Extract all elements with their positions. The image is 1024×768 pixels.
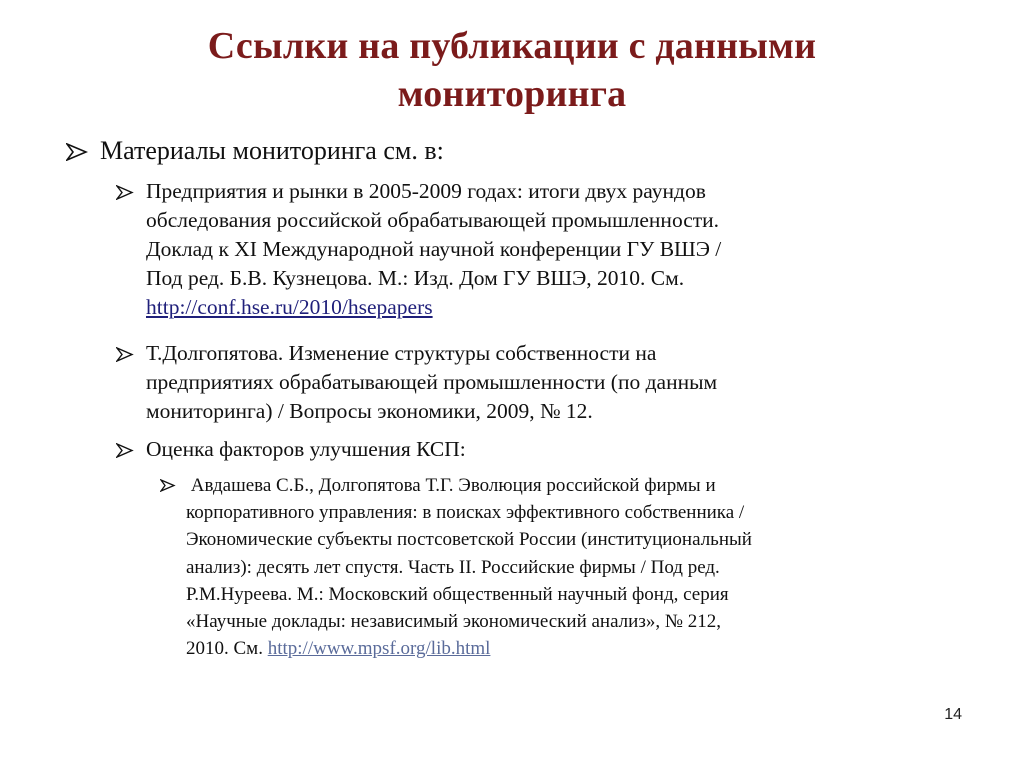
- item2-text: [146, 339, 717, 426]
- arrow-right-icon: [116, 347, 134, 362]
- item2-line: мониторинга) / Вопросы экономики, 2009, № 12.: [146, 399, 593, 423]
- item3-sub-line: Авдашева С.Б., Долгопятова Т.Г. Эволюция российской фирмы и: [186, 475, 716, 496]
- mpsf-lib-link[interactable]: http://www.mpsf.org/lib.html: [267, 638, 491, 660]
- item1-text: [146, 177, 721, 322]
- list-item-2: [116, 339, 996, 431]
- item2-line: Т.Долгопятова. Изменение структуры собственности на: [146, 341, 657, 365]
- arrow-right-icon: [160, 479, 176, 492]
- item3-sub-line: Р.М.Нуреева. М.: Московский общественный научный фонд, серия: [186, 583, 729, 605]
- arrow-right-icon: [66, 143, 88, 161]
- item3-sub-text: [186, 472, 752, 662]
- item3-sub-last-line: [186, 635, 752, 662]
- item1-line: Предприятия и рынки в 2005-2009 годах: итоги двух раундов: [146, 179, 706, 203]
- heading-text: Материалы мониторинга см. в:: [100, 136, 444, 165]
- slide-title-line2: мониторинга: [397, 73, 627, 115]
- list-item-1: [116, 177, 996, 327]
- item3-sub-last-prefix: 2010. См.: [186, 638, 268, 660]
- item3-sub-line: корпоративного управления: в поисках эффективного собственника /: [186, 502, 745, 524]
- item1-line: Доклад к XI Международной научной конференции ГУ ВШЭ /: [146, 237, 722, 261]
- page-number: 14: [944, 706, 962, 723]
- arrow-right-icon: [116, 185, 134, 200]
- slide-title-line1: Ссылки на публикации с данными: [207, 25, 817, 67]
- list-item-3-sub: [160, 472, 990, 672]
- hse-papers-link[interactable]: http://conf.hse.ru/2010/hsepapers: [146, 295, 433, 319]
- list-item-heading: [66, 135, 986, 169]
- item3-sub-line: «Научные доклады: независимый экономический анализ», № 212,: [186, 611, 721, 633]
- item1-line: Под ред. Б.В. Кузнецова. М.: Изд. Дом ГУ ВШЭ, 2010. См.: [146, 266, 685, 290]
- item1-line: обследования российской обрабатывающей промышленности.: [146, 208, 720, 232]
- item3-sub-line: анализ): десять лет спустя. Часть II. Российские фирмы / Под ред.: [186, 556, 720, 578]
- slide-title: [0, 22, 1024, 118]
- item2-line: предприятиях обрабатывающей промышленности (по данным: [146, 370, 718, 394]
- arrow-right-icon: [116, 443, 134, 458]
- item3-text: Оценка факторов улучшения КСП:: [146, 437, 466, 461]
- item3-sub-line: Экономические субъекты постсоветской России (институциональный: [186, 529, 752, 551]
- list-item-3: [116, 435, 996, 467]
